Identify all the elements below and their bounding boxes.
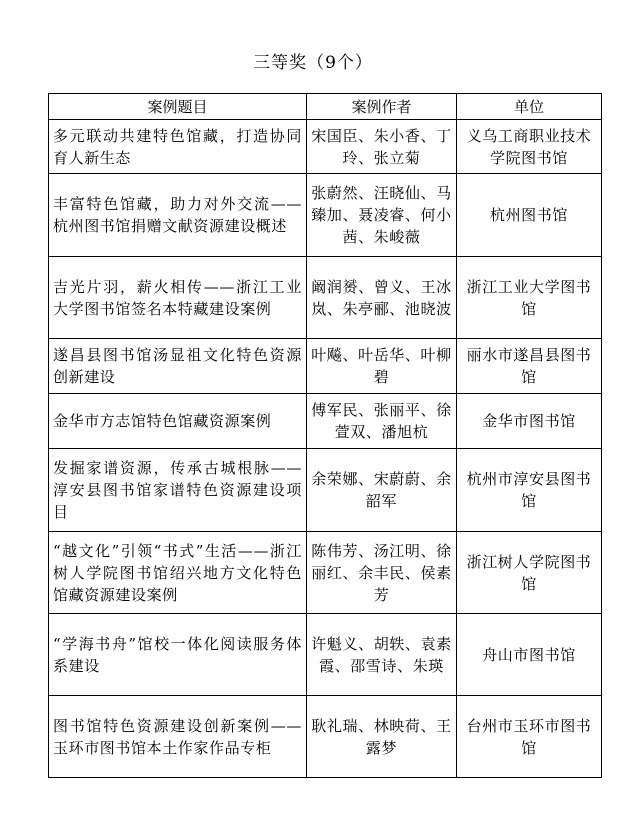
header-author: 案例作者 — [307, 94, 457, 120]
table-row — [49, 257, 602, 339]
table-header-row — [49, 94, 602, 120]
table-row — [49, 449, 602, 532]
table-row — [49, 394, 602, 449]
case-unit: 浙江工业大学图书馆 — [457, 257, 602, 339]
case-author: 叶飚、叶岳华、叶柳碧 — [307, 339, 457, 394]
case-unit: 台州市玉环市图书馆 — [457, 696, 602, 778]
page-title: 三等奖（9个） — [253, 53, 373, 73]
case-unit: 舟山市图书馆 — [457, 614, 602, 696]
header-unit: 单位 — [457, 94, 602, 120]
case-unit: 金华市图书馆 — [457, 394, 602, 449]
case-author: 傅军民、张丽平、徐萱双、潘旭杭 — [307, 394, 457, 449]
award-table — [48, 93, 602, 778]
table-row — [49, 696, 602, 778]
case-title: 图书馆特色资源建设创新案例——玉环市图书馆本土作家作品专柜 — [49, 696, 307, 778]
case-title: 遂昌县图书馆汤显祖文化特色资源创新建设 — [49, 339, 307, 394]
case-title: 吉光片羽，薪火相传——浙江工业大学图书馆签名本特藏建设案例 — [49, 257, 307, 339]
case-unit: 杭州市淳安县图书馆 — [457, 449, 602, 532]
table-row — [49, 339, 602, 394]
header-title: 案例题目 — [49, 94, 307, 120]
case-unit: 义乌工商职业技术学院图书馆 — [457, 120, 602, 174]
case-unit: 丽水市遂昌县图书馆 — [457, 339, 602, 394]
case-author: 耿礼瑞、林映荷、王露梦 — [307, 696, 457, 778]
case-author: 余荣娜、宋蔚蔚、余韶军 — [307, 449, 457, 532]
case-author: 许魁义、胡轶、袁素霞、邵雪诗、朱瑛 — [307, 614, 457, 696]
case-title: 发掘家谱资源，传承古城根脉——淳安县图书馆家谱特色资源建设项目 — [49, 449, 307, 532]
case-author: 陈伟芳、汤江明、徐丽红、余丰民、侯素芳 — [307, 532, 457, 614]
case-author: 张蔚然、汪晓仙、马臻加、聂凌睿、何小茜、朱峻薇 — [307, 174, 457, 257]
case-unit: 杭州图书馆 — [457, 174, 602, 257]
case-author: 宋国臣、朱小香、丁玲、张立菊 — [307, 120, 457, 174]
case-author: 阚润赟、曾义、王冰岚、朱亭郦、池晓波 — [307, 257, 457, 339]
case-title: “越文化”引领“书式”生活——浙江树人学院图书馆绍兴地方文化特色馆藏资源建设案例 — [49, 532, 307, 614]
table-row — [49, 174, 602, 257]
table-row — [49, 532, 602, 614]
table-row — [49, 614, 602, 696]
case-title: “学海书舟”馆校一体化阅读服务体系建设 — [49, 614, 307, 696]
case-title: 多元联动共建特色馆藏，打造协同育人新生态 — [49, 120, 307, 174]
case-title: 丰富特色馆藏，助力对外交流——杭州图书馆捐赠文献资源建设概述 — [49, 174, 307, 257]
case-title: 金华市方志馆特色馆藏资源案例 — [49, 394, 307, 449]
table-row — [49, 120, 602, 174]
case-unit: 浙江树人学院图书馆 — [457, 532, 602, 614]
